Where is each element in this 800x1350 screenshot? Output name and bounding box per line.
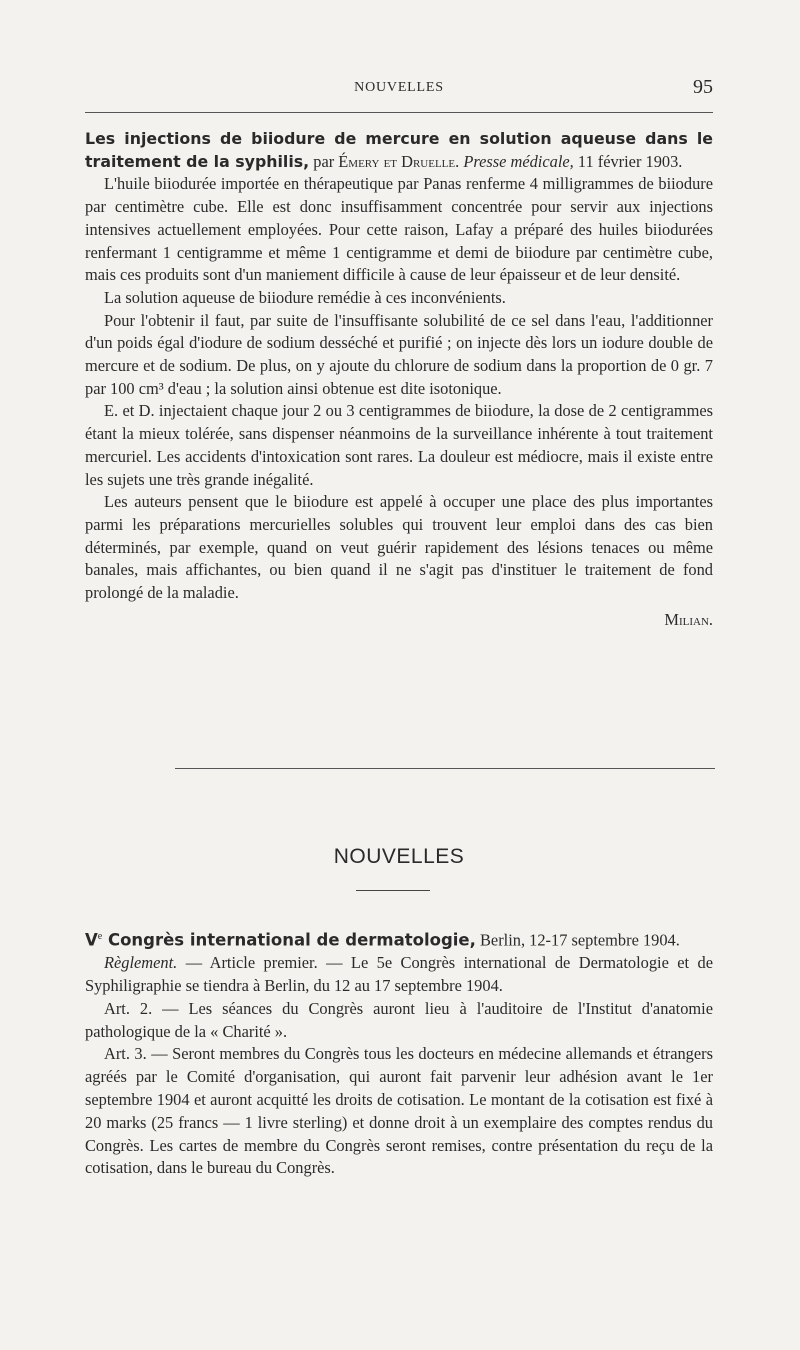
- article-title-sup: e: [97, 931, 103, 942]
- article-congres: [85, 926, 713, 1180]
- article-heading: [85, 926, 713, 952]
- article-biiodure: [85, 128, 713, 631]
- paragraph: Pour l'obtenir il faut, par suite de l'insuffisante solubilité de ce sel dans l'eau, l'additionner d'un poids égal d'iodure de sodium desséché et purifié ; on injecte dès lors un iodure double de mercure et de sodium. De plus, on y ajoute du chlorure de sodium dans la proportion de 0 gr. 7 par 100 cm³ d'eau ; la solution ainsi obtenue est dite isotonique.: [85, 310, 713, 398]
- article-by: par: [309, 151, 339, 171]
- running-title: NOUVELLES: [354, 80, 444, 95]
- reglement-label: Règlement.: [104, 953, 178, 973]
- header-rule: [85, 112, 713, 113]
- reglement-text: — Article premier. — Le 5e Congrès international de Dermatologie et de Syphiligraphie se tiendra à Berlin, du 12 au 17 septembre 1904.: [85, 953, 713, 996]
- paragraph: E. et D. injectaient chaque jour 2 ou 3 centigrammes de biiodure, la dose de 2 centigrammes étant la mieux tolérée, sans dispenser néanmoins de la surveillance inhérente à tout traitement mercuriel. Les accidents d'intoxication sont rares. La douleur est médiocre, mais il existe entre les sujets une très grande inégalité.: [85, 401, 713, 489]
- paragraph: L'huile biiodurée importée en thérapeutique par Panas renferme 4 milligrammes de biiodure par centimètre cube. Elle est donc insuffisamment concentrée pour servir aux injections intensives actuellement employées. Pour cette raison, Lafay a préparé des huiles biiodurées renfermant 1 centigramme et même 1 centigramme et demi de biiodure par centimètre cube, mais ces produits sont d'un maniement difficile à cause de leur épaisseur et de leur densité.: [85, 174, 713, 285]
- page-header: [85, 76, 713, 102]
- paragraph: Les auteurs pensent que le biiodure est appelé à occuper une place des plus importantes parmi les préparations mercurielles solubles qui trouvent leur emploi dans des cas bien déterminés, par exemple, quand on veut guérir rapidement des lésions tenaces ou même banales, mais affichantes, ou bien quand il ne s'agit pas d'instituer le traitement de fond prolongé de la maladie.: [85, 492, 713, 603]
- article-heading: [85, 128, 713, 173]
- article-title-rest: Berlin, 12-17 septembre 1904.: [475, 930, 680, 950]
- paragraph: La solution aqueuse de biiodure remédie à ces inconvénients.: [104, 287, 506, 307]
- section-title: NOUVELLES: [333, 845, 465, 868]
- title-rule: [356, 890, 430, 891]
- article-title: Congrès international de dermatologie,: [102, 930, 476, 950]
- reglement-paragraph: [85, 952, 713, 998]
- signature: Milian.: [664, 609, 713, 629]
- article-authors: Émery et Druelle.: [338, 151, 460, 171]
- article-title: Les injections de biiodure de mercure en solution aqueuse dans le traitement de la syphilis,: [85, 129, 713, 171]
- article-date: 11 février 1903.: [573, 151, 683, 171]
- article-journal: Presse médicale,: [463, 151, 574, 171]
- section-divider: [175, 768, 715, 769]
- article-2-paragraph: Art. 2. — Les séances du Congrès auront lieu à l'auditoire de l'Institut d'anatomie pathologique de la « Charité ».: [85, 998, 713, 1041]
- article-title-v: V: [85, 930, 98, 950]
- article-3-paragraph: Art. 3. — Seront membres du Congrès tous les docteurs en médecine allemands et étrangers agréés par le Comité d'organisation, qui auront fait parvenir leur adhésion avant le 1er septembre 1904 et auront acquitté les droits de cotisation. Le montant de la cotisation est fixé à 20 marks (25 francs — 1 livre sterling) et donne droit à un exemplaire des comptes rendus du Congrès. Les cartes de membre du Congrès seront remises, contre présentation du reçu de la cotisation, dans le bureau du Congrès.: [85, 1044, 713, 1178]
- page-number: 95: [693, 76, 713, 98]
